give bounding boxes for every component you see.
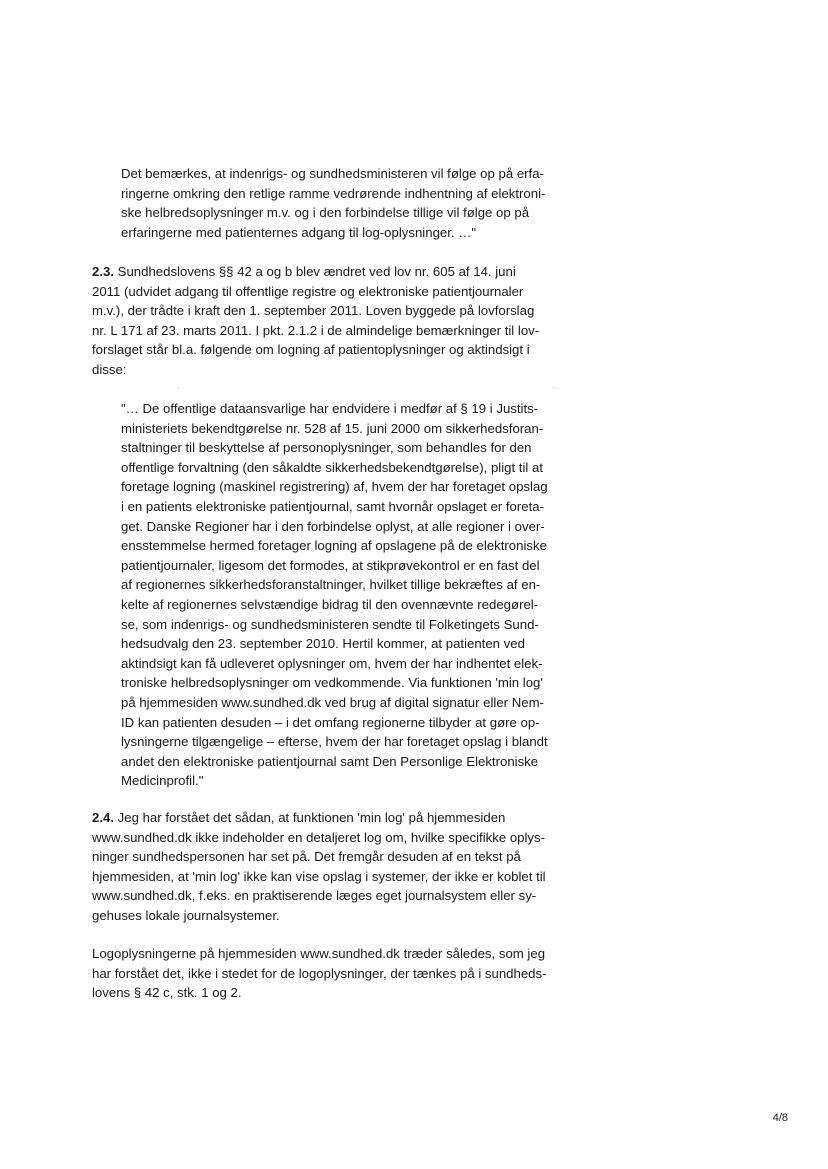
text-line: gehuses lokale journalsystemer. — [92, 907, 280, 923]
text-line: disse: — [92, 361, 127, 377]
text-line: aktindsigt kan få udleveret oplysninger om, hvem der har indhentet elek- — [121, 655, 543, 671]
text-line: hjemmesiden, at 'min log' ikke kan vise opslag i systemer, der ikke er koblet til — [92, 868, 546, 884]
text-line — [92, 262, 539, 282]
text-line: www.sundhed.dk ikke indeholder en detaljeret log om, hvilke specifikke oplys- — [92, 829, 546, 845]
section-2-4-paragraph — [92, 808, 546, 926]
text-line: Logoplysningerne på hjemmesiden www.sundhed.dk træder således, som jeg — [92, 946, 546, 961]
text-line: ministeriets bekendtgørelse nr. 528 af 15. juni 2000 om sikkerhedsforan- — [121, 420, 544, 436]
text-line: i en patients elektroniske patientjournal, samt hvornår opslaget er foreta- — [121, 498, 544, 514]
quote-paragraph-2 — [121, 399, 548, 791]
text-line: m.v.), der trådte i kraft den 1. september 2011. Loven byggede på lovforslag — [92, 303, 535, 319]
text-line: ringerne omkring den retlige ramme vedrørende indhentning af elektroni- — [121, 185, 546, 201]
text-line: ID kan patienten desuden – i det omfang regionerne tilbyder at gøre op- — [121, 714, 540, 730]
text-line: staltninger til beskyttelse af personoplysninger, som behandles for den — [121, 440, 532, 456]
text-line: troniske helbredsoplysninger om vedkommende. Via funktionen 'min log' — [121, 675, 543, 691]
text-line: ninger sundhedspersonen har set på. Det fremgår desuden af en tekst på — [92, 849, 521, 865]
text-line: lysningerne tilgængelige – efterse, hvem der har foretaget opslag i blandt — [121, 734, 548, 750]
text-line: af regionernes sikkerhedsforanstaltninger, hvilket tillige bekræftes af en- — [121, 577, 541, 593]
quote-paragraph-1 — [121, 164, 545, 242]
text-segment: Sundhedslovens §§ 42 a og b blev ændret ved lov nr. 605 af 14. juni — [114, 264, 516, 279]
text-line: ensstemmelse hermed foretager logning af opslagene på de elektroniske — [121, 538, 547, 554]
text-line: lovens § 42 c, stk. 1 og 2. — [92, 985, 242, 1001]
page-number: 4/8 — [772, 1112, 788, 1124]
section-number: 2.4. — [92, 810, 114, 825]
text-line: nr. L 171 af 23. marts 2011. I pkt. 2.1.2 i de almindelige bemærkninger til lov- — [92, 322, 540, 338]
closing-paragraph — [92, 944, 547, 1003]
section-number: 2.3. — [92, 264, 114, 279]
scan-artifact — [553, 387, 554, 388]
text-line — [92, 808, 546, 828]
text-line: på hjemmesiden www.sundhed.dk ved brug af digital signatur eller Nem- — [121, 694, 544, 710]
text-line: har forstået det, ikke i stedet for de logoplysninger, der tænkes på i sundheds- — [92, 965, 547, 981]
section-2-3-paragraph — [92, 262, 539, 380]
text-line: 2011 (udvidet adgang til offentlige registre og elektroniske patientjournaler — [92, 283, 524, 299]
text-line: kelte af regionernes selvstændige bidrag til den ovennævnte redegørel- — [121, 596, 539, 612]
text-line: erfaringerne med patienternes adgang til log-oplysninger. …" — [121, 224, 477, 240]
text-line: Det bemærkes, at indenrigs- og sundhedsministeren vil følge op på erfa- — [121, 166, 544, 181]
text-line: offentlige forvaltning (den såkaldte sikkerhedsbekendtgørelse), pligt til at — [121, 459, 543, 475]
text-line: www.sundhed.dk, f.eks. en praktiserende læges eget journalsystem eller sy- — [92, 888, 537, 904]
text-line: hedsudvalg den 23. september 2010. Hertil kommer, at patienten ved — [121, 636, 525, 652]
text-line: se, som indenrigs- og sundhedsministeren sendte til Folketingets Sund- — [121, 616, 539, 632]
text-line: foretage logning (maskinel registrering) af, hvem der har foretaget opslag — [121, 479, 548, 495]
text-line: "… De offentlige dataansvarlige har endvidere i medfør af § 19 i Justits- — [121, 401, 539, 416]
scan-artifact — [178, 387, 179, 388]
text-line: Medicinprofil." — [121, 773, 204, 789]
text-line: forslaget står bl.a. følgende om logning af patientoplysninger og aktindsigt i — [92, 342, 530, 358]
text-line: patientjournaler, ligesom det formodes, at stikprøvekontrol er en fast del — [121, 557, 540, 573]
text-segment: Jeg har forstået det sådan, at funktionen 'min log' på hjemmesiden — [114, 810, 506, 825]
text-line: ske helbredsoplysninger m.v. og i den forbindelse tillige vil følge op på — [121, 205, 530, 221]
text-line: get. Danske Regioner har i den forbindelse oplyst, at alle regioner i over- — [121, 518, 545, 534]
text-line: andet den elektroniske patientjournal samt Den Personlige Elektroniske — [121, 753, 539, 769]
